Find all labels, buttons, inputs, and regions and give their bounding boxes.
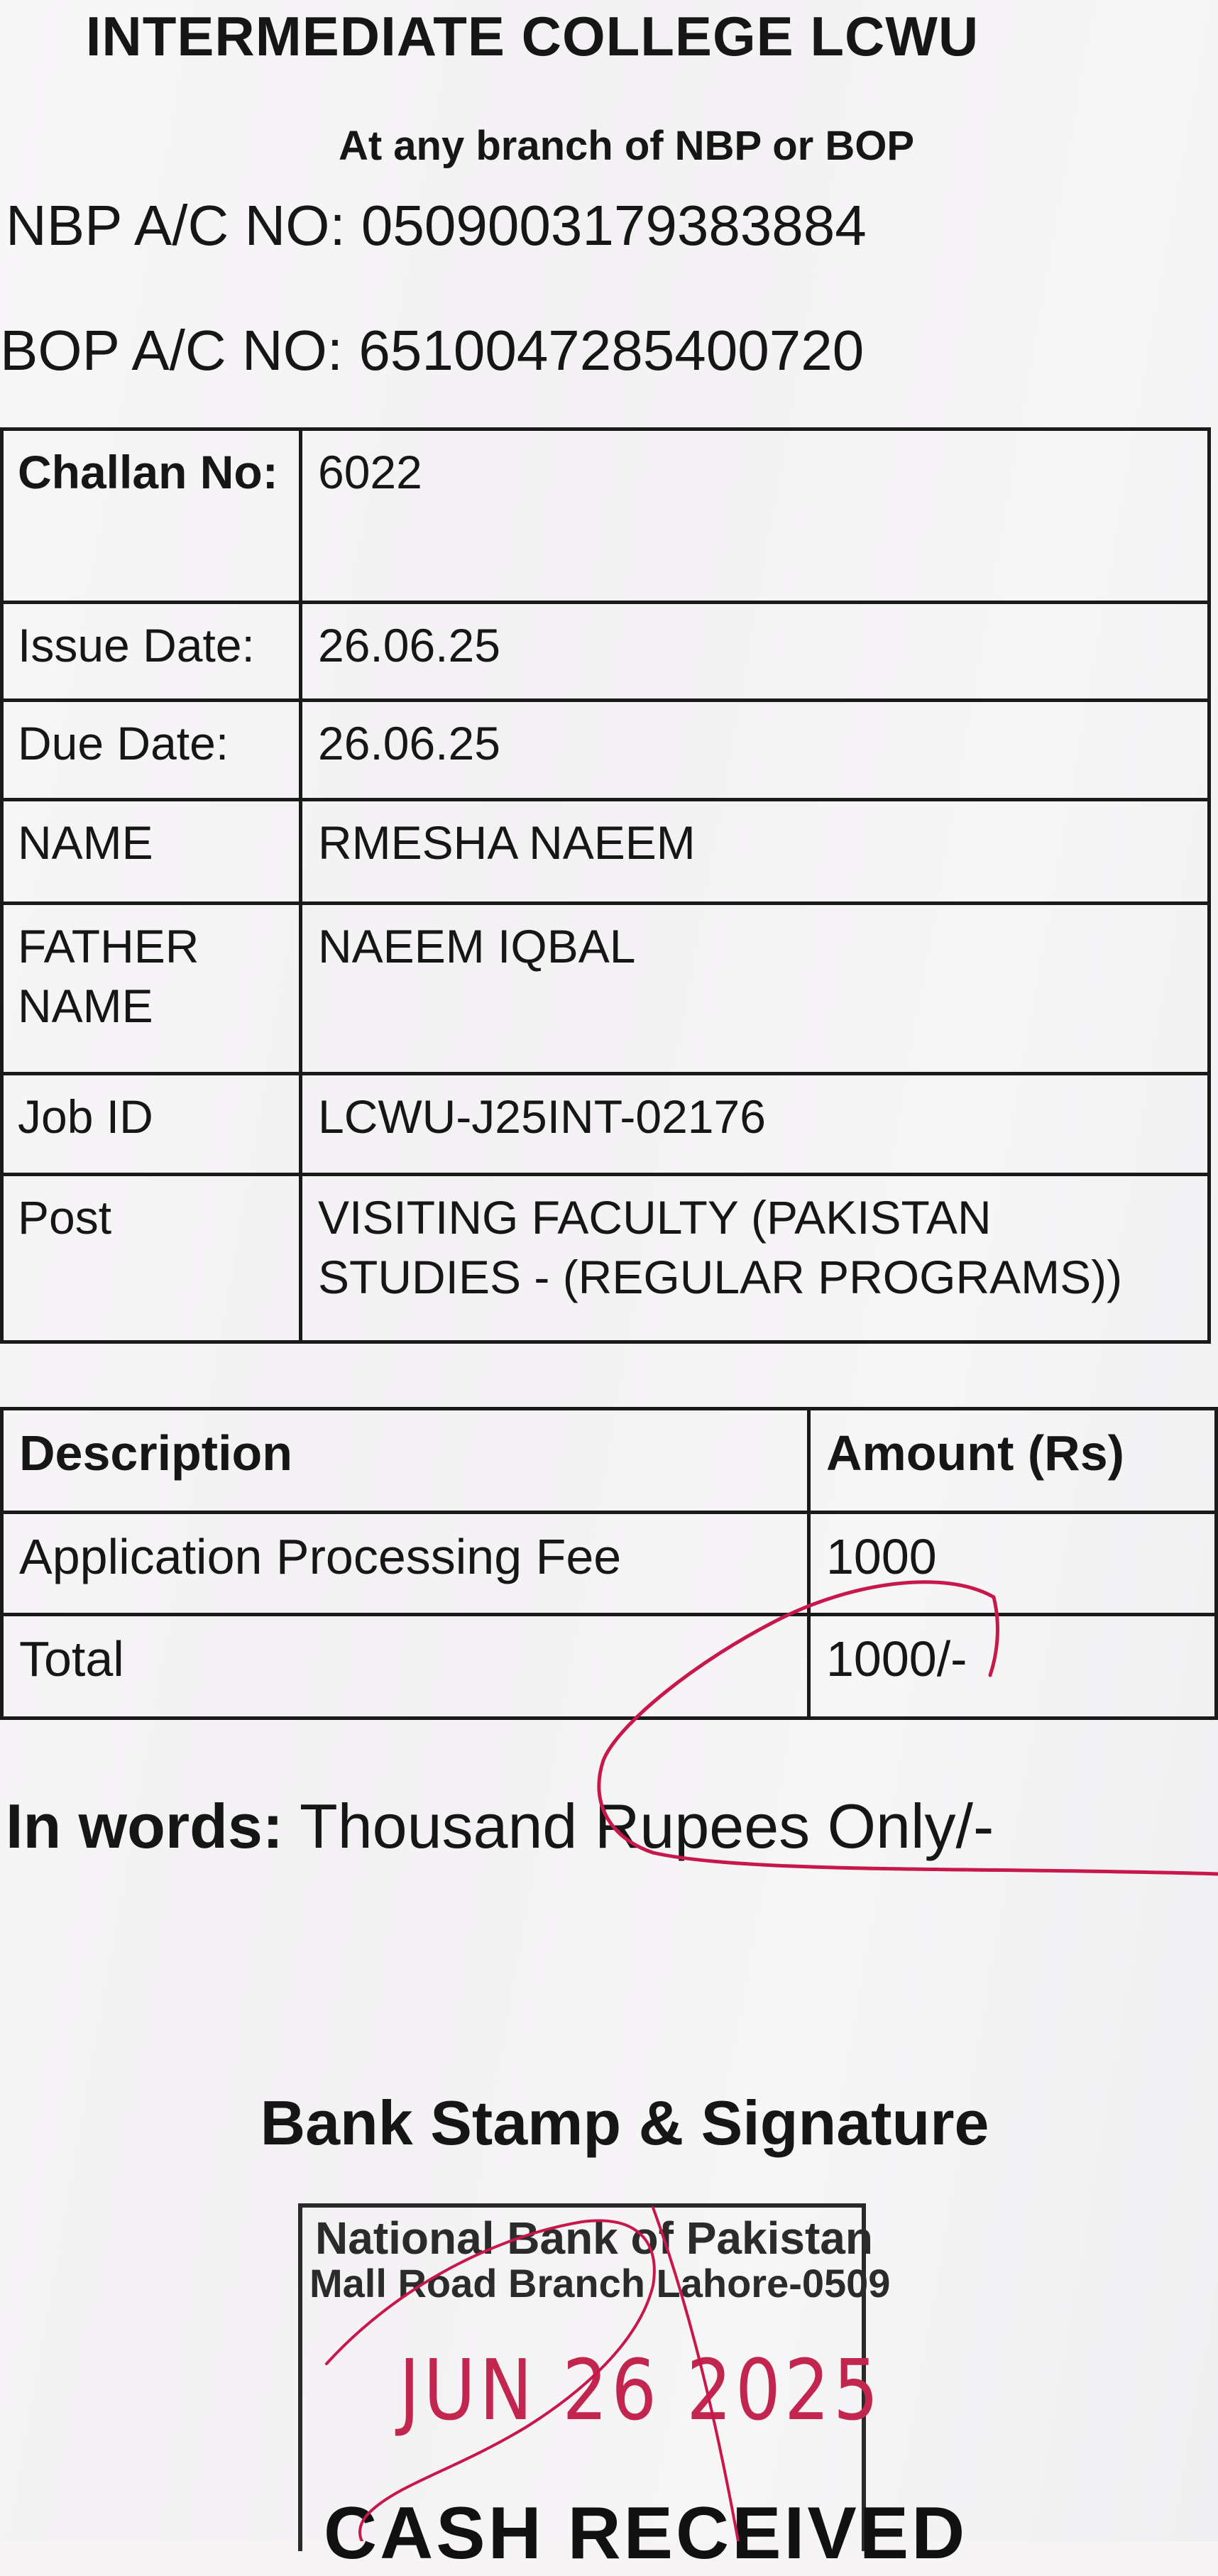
fee-table [0, 1407, 1218, 1720]
table-row [2, 1615, 1217, 1719]
amount-in-words [6, 1790, 994, 1863]
in-words-label: In words: [6, 1791, 284, 1861]
applicant-info-table [0, 427, 1211, 1344]
total-amount: 1000/- [809, 1615, 1217, 1719]
due-date-label: Due Date: [2, 701, 301, 800]
table-row [2, 701, 1209, 800]
table-row [2, 603, 1209, 701]
table-row [2, 1175, 1209, 1342]
college-title: INTERMEDIATE COLLEGE LCWU [85, 5, 980, 67]
in-words-value: Thousand Rupees Only/- [299, 1791, 994, 1861]
table-row [2, 1074, 1209, 1175]
amount-header: Amount (Rs) [809, 1409, 1217, 1513]
table-row [2, 429, 1209, 603]
payment-instruction: At any branch of NBP or BOP [338, 123, 915, 169]
due-date-value: 26.06.25 [301, 701, 1209, 800]
post-value: VISITING FACULTY (PAKISTAN STUDIES - (REGULAR PROGRAMS)) [301, 1175, 1209, 1342]
description-header: Description [2, 1409, 809, 1513]
post-label: Post [2, 1175, 301, 1342]
job-id-value: LCWU-J25INT-02176 [301, 1074, 1209, 1175]
father-name-value: NAEEM IQBAL [301, 904, 1209, 1074]
stamp-branch: Mall Road Branch Lahore-0509 [309, 2261, 891, 2306]
stamp-cash-received: CASH RECEIVED [324, 2492, 968, 2575]
table-header-row [2, 1409, 1217, 1513]
nbp-account-number: NBP A/C NO: 0509003179383884 [6, 194, 867, 257]
name-value: RMESHA NAEEM [301, 800, 1209, 904]
table-row [2, 800, 1209, 904]
fee-amount: 1000 [809, 1513, 1217, 1615]
table-row [2, 904, 1209, 1074]
table-row [2, 1513, 1217, 1615]
bank-stamp-signature-label: Bank Stamp & Signature [260, 2088, 989, 2158]
issue-date-value: 26.06.25 [301, 603, 1209, 701]
job-id-label: Job ID [2, 1074, 301, 1175]
total-label: Total [2, 1615, 809, 1719]
challan-label: Challan No: [2, 429, 301, 603]
challan-value: 6022 [301, 429, 1209, 603]
father-name-label: FATHER NAME [2, 904, 301, 1074]
bop-account-number: BOP A/C NO: 6510047285400720 [0, 319, 865, 382]
fee-description: Application Processing Fee [2, 1513, 809, 1615]
name-label: NAME [2, 800, 301, 904]
stamp-bank-name: National Bank of Pakistan [315, 2213, 873, 2264]
stamp-date: JUN 26 2025 [399, 2341, 882, 2439]
bank-stamp [298, 2203, 968, 2575]
issue-date-label: Issue Date: [2, 603, 301, 701]
